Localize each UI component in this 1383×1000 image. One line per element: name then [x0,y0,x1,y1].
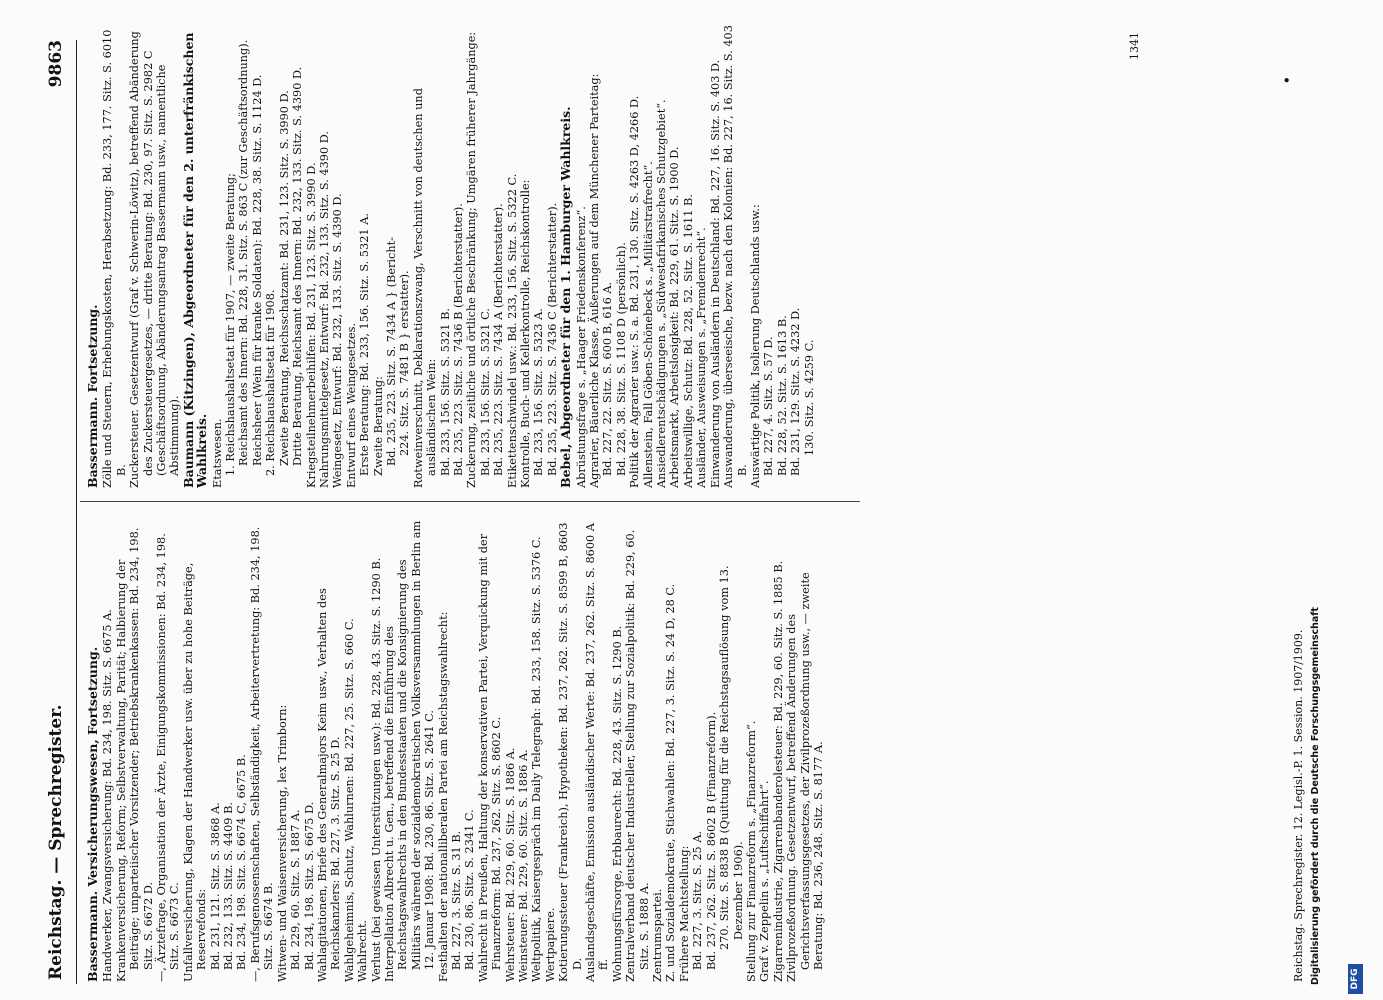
index-entry: Bd. 232, 133. Sitz. S. 4409 B. [222,802,236,970]
index-entry: Stellung zur Finanzreform s. „Finanzreform“. [744,720,758,982]
index-entry: Ausländer, Ausweisungen s. „Fremdenrecht“. [695,227,709,488]
index-entry: Graf v. Zeppelin s. „Luftschiffahrt“. [758,780,772,982]
index-entry: Wehrsteuer: Bd. 229, 60. Sitz. S. 1886 A. [503,747,517,982]
speaker-heading: Bebel, Abgeordneter für den 1. Hamburger Wahlkreis. [558,106,574,488]
index-entry: Abrüstungsfrage s. „Haager Friedenskonferenz“. [574,206,588,488]
index-entry: Bd. 235, 223. Sitz. S. 7434 A } (Bericht- [384,237,398,466]
index-entry: Wahlgeheimnis, Schutz, Wahlurnen: Bd. 227, 25. Sitz. S. 660 C. [342,618,356,982]
left-column [86,514,825,982]
index-entry: Zigarrenindustrie, Zigarrenbanderolesteuer: Bd. 229, 60. Sitz. S. 1885 B. [771,560,785,982]
index-entry: Bd. 237, 262. Sitz. S. 8602 B (Finanzreform). [704,711,718,970]
index-entry: Zuckersteuer. Gesetzentwurf (Graf v. Schwerin-Löwitz), betreffend Abänderung des Zuckersteuergesetzes, — dritte Beratung: Bd. 230, 97. Sitz. S. 2982 C (Geschäftsordnung, Abänderungsantrag Bassermann usw., namentliche Abstimmung). [128,31,182,488]
index-entry: Zuckerung, zeitliche und örtliche Beschränkung; Umgären früherer Jahrgänge: [465,31,479,488]
index-entry: Etatswesen. [210,418,224,488]
index-entry: Kontrolle, Buch- und Kellerkontrolle, Reichskontrolle: [519,179,532,488]
index-entry: Bd. 234, 198. Sitz. S. 6675 D. [302,801,316,970]
index-entry: Entwurf eines Weingesetzes. [344,322,358,488]
right-column [86,20,816,488]
index-entry: Wahlrecht. [356,919,370,982]
column-divider [80,501,860,502]
index-entry: Nahrungsmittelgesetz, Entwurf: Bd. 232, 133. Sitz. S. 4390 D. [317,131,331,488]
index-entry: Wahlagitationen, Briefe des Generalmajors Keim usw., Verhalten des Reichskanzlers: Bd. 227, 3. Sitz. S. 25 D. [315,588,343,982]
index-entry: Arbeitswillige, Schutz: Bd. 228, 52. Sitz. S. 1611 B. [681,194,695,488]
index-entry: 1. Reichshaushaltsetat für 1907, — zweite Beratung; [224,173,238,476]
index-entry: 130. Sitz. S. 4259 C. [802,339,816,456]
column-heading: Bassermann. Versicherungswesen, Fortsetzung. [85,646,100,982]
index-entry: Bd. 227, 4. Sitz. S. 57 D. [762,336,776,476]
index-entry: Zivilprozeßordnung. Gesetzentwurf, betreffend Änderungen des Gerichtsverfassungsgesetzes, der Zivilprozeßordnung usw., — zweite Beratung: Bd. 236, 248. Sitz. S. 8177 A. [785,572,825,982]
index-entry: Weinsteuer: Bd. 229, 60. Sitz. S. 1886 A. [517,749,530,982]
index-entry: Allenstein, Fall Göben-Schönebeck s. „Militärstrafrecht“. [641,161,655,488]
speaker-heading: Baumann (Kitzingen), Abgeordneter für den 2. unterfränkischen Wahlkreis. [180,32,210,488]
index-entry: Ansiedlerentschädigungen s. „Südwestafrikanisches Schutzgebiet“. [655,99,669,488]
index-entry: Auslandsgeschäfte, Emission ausländischer Werte: Bd. 237, 262. Sitz. S. 8600 A ff. [584,523,611,982]
index-entry: Bd. 228, 52. Sitz. S. 1613 B. [775,315,789,476]
footer-page-number: 1341 [1128,32,1141,60]
index-entry: Bd. 235, 223. Sitz. S. 7436 C (Berichterstatter). [545,202,559,476]
entry-list [101,20,816,488]
index-entry: Bd. 233, 156. Sitz. S. 5321 B. [438,308,452,476]
index-entry: Einwanderung von Ausländern in Deutschland: Bd. 227, 16. Sitz. S. 403 D. [708,59,722,488]
index-entry: Unfallversicherung, Klagen der Handwerker usw. über zu hohe Beiträge, Reservefonds: [181,562,209,982]
index-entry: Etikettenschwindel usw.: Bd. 233, 156. Sitz. S. 5322 C. [505,173,519,488]
index-entry: Z. und Sozialdemokratie, Stichwahlen: Bd. 227, 3. Sitz. S. 24 D, 28 C. [664,583,678,982]
index-entry: —, Berufsgenossenschaften, Selbständigkeit, Arbeitervertretung: Bd. 234, 198. Sitz. S. 6674 B. [248,526,276,982]
index-entry: Agrarier, Bäuerliche Klasse, Äußerungen auf dem Münchener Parteitag: [588,73,602,488]
index-entry: Wahlrecht in Preußen, Haltung der konservativen Partei, Verquickung mit der Finanzreform: Bd. 237, 262. Sitz. S. 8602 C. [476,533,504,982]
index-entry: —, Ärztefrage, Organisation der Ärzte, Einigungskommissionen: Bd. 234, 198. Sitz. S. 6673 C. [155,533,182,982]
index-entry: Bd. 227, 22. Sitz. S. 600 B, 616 A. [601,281,615,476]
index-entry: Kotierungssteuer (Frankreich), Hypotheken: Bd. 237, 262. Sitz. S. 8599 B, 8603 D. [557,522,584,982]
index-entry: Bd. 227, 3. Sitz. S. 25 A. [691,830,705,970]
index-entry: 2. Reichshaushaltsetat für 1908. [264,289,278,476]
index-entry: Frühere Machtstellung: [677,845,691,982]
index-entry: Interpellation Albrecht u. Gen., betreffend die Einführung des Reichstagswahlrechts in den Bundesstaaten und die Konsignierung des Militärs während der sozialdemokratischen Volksversammlungen in Berlin am 12. Januar 1908: Bd. 230, 86. Sitz. S. 2641 C. [382,520,437,982]
index-entry: Handwerker, Zwangsversicherung: Bd. 234, 198. Sitz. S. 6675 A. [101,609,115,982]
index-entry: Erste Beratung: Bd. 233, 156. Sitz. S. 5321 A. [358,213,372,476]
index-entry: Bd. 229, 60. Sitz. S. 1887 A. [289,809,303,970]
index-entry: Bd. 231, 121. Sitz. S. 3868 A. [208,802,222,970]
credit-text: Digitalisierung gefördert durch die Deutsche Forschungsgemeinschaft [1310,607,1321,985]
index-entry: Verlust (bei gewissen Unterstützungen usw.): Bd. 228, 43. Sitz. S. 1290 B. [369,557,383,982]
index-entry: Bd. 233, 156. Sitz. S. 5321 C. [478,308,492,476]
index-entry: 224. Sitz. S. 7481 B } erstatter). [398,270,412,456]
index-entry: Bd. 235, 223. Sitz. S. 7436 B (Berichterstatter). [451,203,465,476]
index-entry: Zentralverband deutscher Industrieller, Stellung zur Sozialpolitik: Bd. 229, 60. Sitz. S. 1888 A. [624,529,651,982]
index-entry: Politik der Agrarier usw.: S. a. Bd. 231, 130. Sitz. S. 4263 D, 4266 D. [628,95,642,488]
index-entry: Bd. 228, 38. Sitz. S. 1108 D (persönlich). [614,242,628,476]
index-entry: Bd. 234, 198. Sitz. S. 6674 C, 6675 B. [235,754,249,970]
index-entry: Rotweinverschnitt, Deklarationszwang, Verschnitt von deutschen und ausländischen Wein: [411,88,439,488]
index-entry: Weltpolitik, Kaisergespräch im Daily Telegraph: Bd. 233, 158. Sitz. S. 5376 C. [530,536,544,982]
index-entry: Bd. 231, 129. Sitz. S. 4232 D. [789,307,803,476]
running-head [46,40,72,980]
index-entry: Auswärtige Politik, Isolierung Deutschlands usw.: [748,204,762,488]
index-entry: Wertpapiere. [543,907,557,982]
dfg-logo: DFG [1348,964,1363,994]
index-entry: Zweite Beratung: [371,376,385,476]
index-entry: Dritte Beratung, Reichsamt des Innern: Bd. 232, 133. Sitz. S. 4390 D. [291,66,305,466]
index-entry: Festhalten der nationalliberalen Partei am Reichstagswahlrecht: [436,611,450,982]
index-entry: Bd. 227, 3. Sitz. S. 31 B. [449,830,463,970]
index-entry: Zweite Beratung, Reichsschatzamt: Bd. 231, 123. Sitz. S. 3990 D. [277,90,291,466]
print-mark: • [1280,76,1294,84]
index-entry: Auswanderung, überseeische, bezw. nach den Kolonien: Bd. 227, 16. Sitz. S. 403 B. [722,25,749,488]
index-entry: Krankenversicherung, Reform; Selbstverwaltung, Parität; Halbierung der Beiträge; unparteiischer Vorsitzender; Betriebskrankenkassen: Bd. 234, 198. Sitz. S. 6672 D. [114,527,155,982]
running-head-title: Reichstag. — Sprechregister. [46,704,66,980]
index-entry: Bd. 233, 156. Sitz. S. 5323 A. [532,308,546,476]
index-entry: Weingesetz, Entwurf: Bd. 232, 133. Sitz. S. 4390 D. [331,193,345,488]
index-entry: Witwen- und Waisenversicherung, lex Trimborn: [275,704,289,982]
header-rule [76,40,77,984]
digitization-credit [1310,25,1326,985]
index-entry: Arbeitsmarkt, Arbeitslosigkeit: Bd. 229, 61. Sitz. S. 1900 D. [668,146,682,488]
column-heading: Bassermann. Fortsetzung. [85,304,100,488]
index-entry: Reichsamt des Innern: Bd. 228, 31. Sitz. S. 863 C (zur Geschäftsordnung). [237,39,251,466]
index-entry: Zölle und Steuern, Erhebungskosten, Herabsetzung: Bd. 233, 177. Sitz. S. 6010 B. [101,29,128,488]
index-entry: Wohnungsfürsorge, Erbbaurecht: Bd. 228, 43. Sitz. S. 1290 B. [610,625,624,982]
index-entry: Zentrumspartei. [651,888,665,982]
index-entry: Reichsheer (Wein für kranke Soldaten): Bd. 228, 38. Sitz. S. 1124 D. [250,74,264,466]
index-entry: Kriegsteilnehmerbeihilfen: Bd. 231, 123. Sitz. S. 3990 D. [304,162,318,488]
entry-list [101,514,825,982]
index-entry: Bd. 235, 223. Sitz. S. 7434 A (Berichterstatter). [492,203,506,476]
footer-source-line: Reichstag. Sprechregister. 12. Legisl.-P. 1. Session. 1907/1909. [1292,629,1305,982]
index-entry: 270. Sitz. S. 8838 B (Quittung für die Reichstagsauflösung vom 13. Dezember 1906). [718,565,745,950]
page-number: 9863 [46,40,66,88]
index-entry: Bd. 230, 86. Sitz. S. 2341 C. [463,809,477,970]
